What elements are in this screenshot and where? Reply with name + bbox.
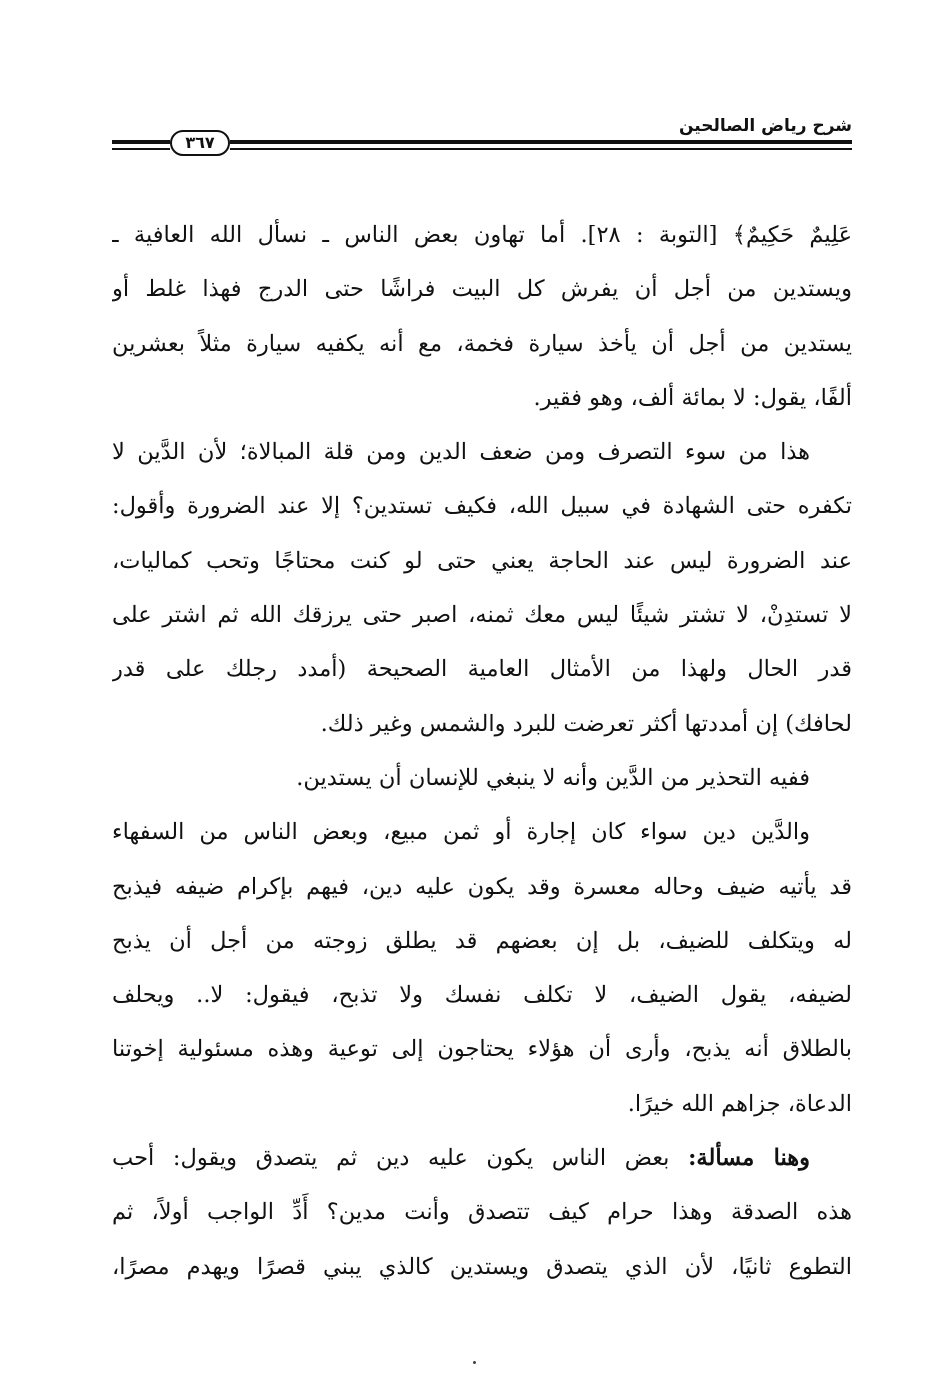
- text-line: والدَّين دين سواء كان إجارة أو ثمن مبيع، وبعض الناس من السفهاء: [112, 819, 810, 846]
- text-line-with-lead: [112, 1131, 852, 1185]
- header-rule-thin: [230, 148, 852, 150]
- text-line: بالطلاق أنه يذبح، وأرى أن هؤلاء يحتاجون إلى توعية وهذه مسئولية إخوتنا: [112, 1036, 852, 1063]
- text-line: قد يأتيه ضيف وحاله معسرة وقد يكون عليه دين، فيهم بإكرام ضيفه فيذبح: [112, 873, 852, 900]
- text-line: عند الضرورة ليس عند الحاجة يعني حتى لو كنت محتاجًا وتحب كماليات،: [112, 547, 852, 574]
- issue-lead: وهنا مسألة:: [688, 1145, 811, 1172]
- text-line: له ويتكلف للضيف، بل إن بعضهم قد يطلق زوجته من أجل أن يذبح: [112, 927, 852, 954]
- text-line: لا تستدِنْ، لا تشتر شيئًا ليس معك ثمنه، اصبر حتى يرزقك الله ثم اشتر على: [112, 602, 852, 629]
- text-line: هذا من سوء التصرف ومن ضعف الدين ومن قلة المبالاة؛ لأن الدَّين لا: [112, 439, 810, 466]
- paragraph-line: ففيه التحذير من الدَّين وأنه لا ينبغي للإنسان أن يستدين.: [296, 764, 810, 791]
- text-line: تكفره حتى الشهادة في سبيل الله، فكيف تستدين؟ إلا عند الضرورة وأقول:: [112, 493, 852, 520]
- body-text: [112, 208, 852, 1294]
- text-line: التطوع ثانيًا، لأن الذي يتصدق ويستدين كالذي يبني قصرًا ويهدم مصرًا،: [112, 1253, 852, 1280]
- running-title: شرح رياض الصالحين: [678, 116, 852, 136]
- header-rule-left-thin: [112, 148, 170, 150]
- text-line: لضيفه، يقول الضيف، لا تكلف نفسك ولا تذبح، فيقول: لا.. ويحلف: [112, 982, 852, 1009]
- text-line: هذه الصدقة وهذا حرام كيف تتصدق وأنت مدين؟ أَدِّ الواجب أولاً، ثم: [112, 1199, 852, 1226]
- paragraph-end-line: ألفًا، يقول: لا بمائة ألف، وهو فقير.: [533, 384, 852, 411]
- text-line: ويستدين من أجل أن يفرش كل البيت فراشًا حتى الدرج فهذا غلط أو: [112, 276, 852, 303]
- page-dot: [473, 1361, 476, 1364]
- header-rule-left: [112, 140, 170, 144]
- paragraph-end-line: الدعاة، جزاهم الله خيرًا.: [627, 1090, 852, 1117]
- text-line: عَلِيمٌ حَكِيمٌ﴾ [التوبة : ٢٨]. أما تهاون بعض الناس ـ نسأل الله العافية ـ: [112, 222, 852, 248]
- text-line: يستدين من أجل أن يأخذ سيارة فخمة، مع أنه يكفيه سيارة مثلاً بعشرين: [112, 330, 852, 357]
- page-header: [112, 110, 852, 160]
- text-line: قدر الحال ولهذا من الأمثال العامية الصحيحة (أمدد رجلك على قدر: [112, 656, 852, 683]
- header-rule: [230, 140, 852, 144]
- paragraph-end-line: لحافك) إن أمددتها أكثر تعرضت للبرد والشمس وغير ذلك.: [320, 710, 852, 737]
- page-number: ٣٦٧: [170, 130, 230, 156]
- issue-text: بعض الناس يكون عليه دين ثم يتصدق ويقول: أحب: [112, 1145, 670, 1172]
